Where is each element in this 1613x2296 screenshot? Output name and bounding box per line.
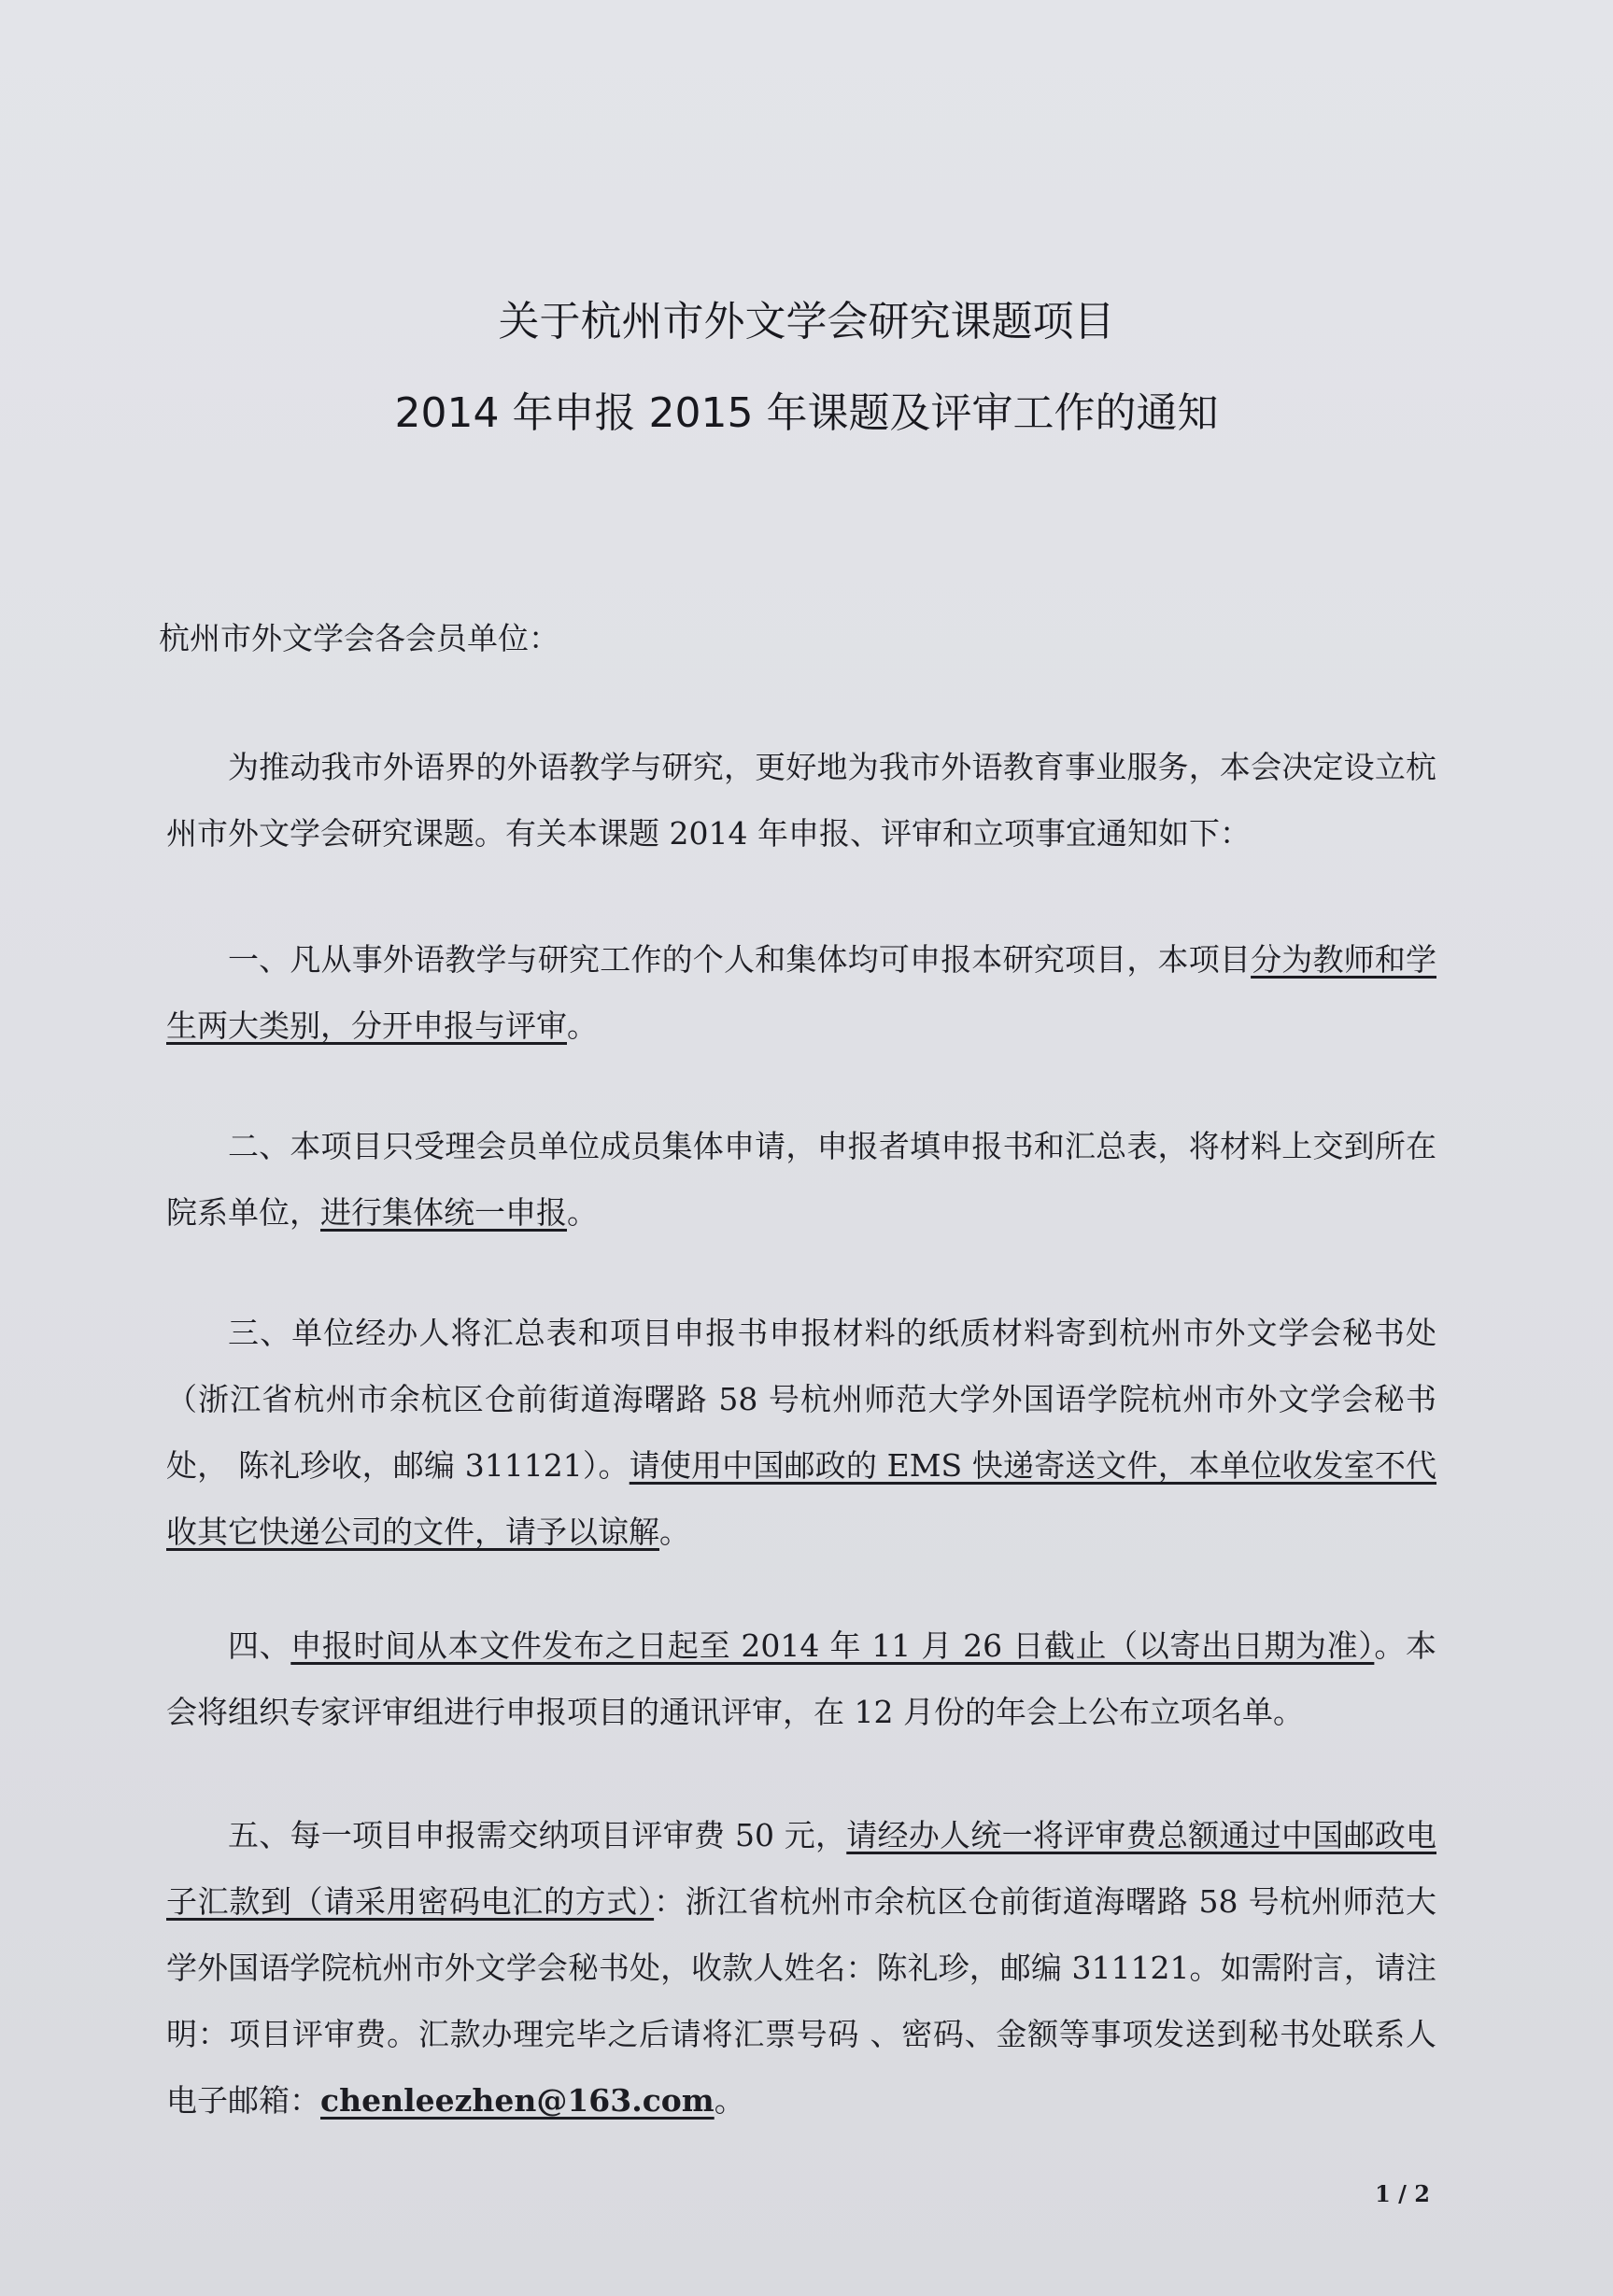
item-4-paragraph [166,1613,1436,1745]
item-5-underlined: 请经办人统一将评审费总额通过中国邮政电子汇款到（请采用密码电汇的方式） [166,1817,1436,1920]
item-3-text: 三、单位经办人将汇总表和项目申报书申报材料的纸质材料寄到杭州市外文学会秘书处（浙江省杭州市余杭区仓前街道海曙路 58 号杭州师范大学外国语学院杭州市外文学会秘书处， 陈礼珍收，邮编 311121）。 [166,1315,1436,1484]
item-1-text: 一、凡从事外语教学与研究工作的个人和集体均可申报本研究项目，本项目 [228,941,1252,978]
item-2-underlined: 进行集体统一申报 [320,1194,567,1231]
document-title [0,276,1613,459]
item-1-paragraph [166,926,1436,1059]
intro-paragraph: 为推动我市外语界的外语教学与研究，更好地为我市外语教育事业服务，本会决定设立杭州市外文学会研究课题。有关本课题 2014 年申报、评审和立项事宜通知如下： [166,749,1436,852]
item-4-text: 四、 [228,1627,291,1664]
item-3-end: 。 [659,1514,690,1550]
item-5-details: ：浙江省杭州市余杭区仓前街道海曙路 58 号杭州师范大学外国语学院杭州市外文学会秘书处，收款人姓名：陈礼珍，邮编 311121。如需附言，请注明：项目评审费。汇款办理完毕之后请将汇票号码 、密码、金额等事项发送到秘书处联系人电子邮箱： [166,1883,1436,2119]
item-5-end: 。 [714,2082,745,2119]
title-line-2: 2014 年申报 2015 年课题及评审工作的通知 [394,389,1219,437]
contact-email-link[interactable]: chenleezhen@163.com [320,2082,715,2119]
title-line-1: 关于杭州市外文学会研究课题项目 [498,298,1115,345]
item-2-paragraph [166,1113,1436,1246]
item-4-end: 。本会将组织专家评审组进行申报项目的通讯评审，在 12 月份的年会上公布立项名单。 [166,1627,1437,1730]
item-4-underlined: 申报时间从本文件发布之日起至 2014 年 11 月 26 日截止（以寄出日期为准） [290,1627,1375,1664]
item-3-underlined: 请使用中国邮政的 EMS 快递寄送文件，本单位收发室不代收其它快递公司的文件，请予以谅解 [166,1447,1437,1550]
salutation: 杭州市外文学会各会员单位： [159,620,559,656]
item-1-underlined: 分为教师和学生两大类别，分开申报与评审 [166,941,1437,1044]
page-number: 1 / 2 [1375,2180,1430,2207]
item-2-text: 二、本项目只受理会员单位成员集体申请，申报者填申报书和汇总表，将材料上交到所在院系单位， [166,1128,1436,1231]
item-3-paragraph [166,1300,1436,1565]
item-1-end: 。 [567,1007,598,1044]
item-5-text: 五、每一项目申报需交纳项目评审费 50 元， [228,1817,847,1853]
item-2-end: 。 [567,1194,598,1231]
item-5-paragraph [166,1802,1436,2134]
